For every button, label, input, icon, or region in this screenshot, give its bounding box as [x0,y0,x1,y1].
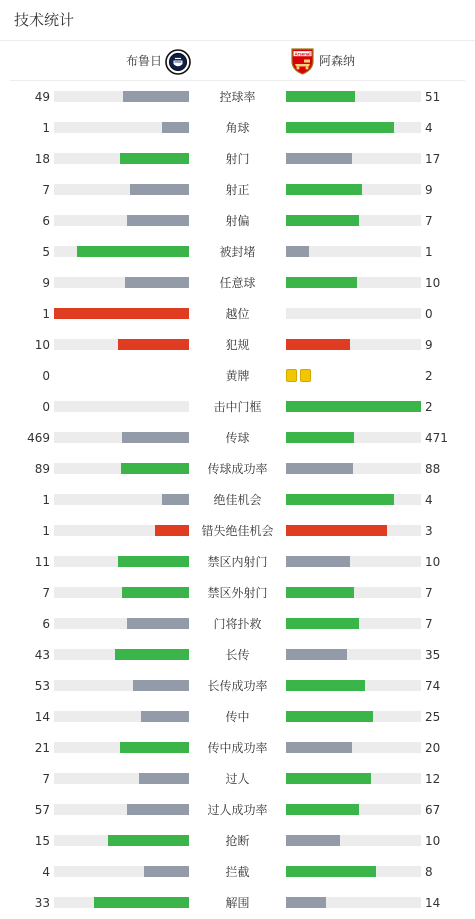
arsenal-crest-label: Arsenal [294,51,311,57]
yellow-cards [286,369,314,382]
home-value: 21 [34,741,50,755]
away-bar-fill [286,804,359,815]
home-value: 10 [34,338,50,352]
away-value: 35 [425,648,441,662]
away-value: 2 [425,400,433,414]
stat-row [0,577,475,608]
stat-label: 过人 [225,772,250,786]
home-value: 89 [34,462,50,476]
home-value: 1 [42,307,50,321]
away-bar-track [286,587,421,598]
away-bar-fill [286,897,326,908]
home-bar-track [54,277,189,288]
stat-row [0,887,475,918]
home-value: 11 [34,555,50,569]
home-bar-fill [120,742,189,753]
home-value: 43 [34,648,50,662]
stat-label: 错失绝佳机会 [201,524,274,538]
stat-row [0,825,475,856]
home-bar-fill [127,215,189,226]
home-bar-track [54,556,189,567]
stat-row [0,701,475,732]
away-bar-track [286,773,421,784]
away-bar-fill [286,494,394,505]
home-bar-track [54,246,189,257]
stat-row [0,360,475,391]
away-bar-fill [286,246,309,257]
stat-row [0,515,475,546]
away-value: 7 [425,617,433,631]
home-bar-track [54,184,189,195]
away-bar-track [286,494,421,505]
home-bar-track [54,897,189,908]
home-bar-fill [120,153,189,164]
stat-label: 射正 [225,183,250,197]
home-bar-track [54,587,189,598]
home-value: 7 [42,772,50,786]
away-value: 4 [425,493,433,507]
away-bar-track [286,153,421,164]
yellow-card-icon [300,369,311,382]
away-bar-track [286,649,421,660]
away-bar-fill [286,463,353,474]
away-bar-track [286,339,421,350]
club-brugge-crest-icon [165,49,191,75]
away-bar-fill [286,680,365,691]
home-bar-track [54,680,189,691]
away-bar-track [286,122,421,133]
away-bar-fill [286,587,354,598]
away-bar-fill [286,277,357,288]
away-value: 10 [425,555,441,569]
stat-row [0,732,475,763]
home-bar-fill [144,866,189,877]
stat-row [0,763,475,794]
home-bar-track [54,525,189,536]
away-bar-track [286,308,421,319]
home-value: 0 [42,400,50,414]
home-bar-track [54,308,189,319]
home-bar-fill [130,184,189,195]
stat-label: 击中门框 [213,400,262,414]
stat-label: 任意球 [219,276,256,290]
home-bar-track [54,494,189,505]
home-bar-fill [139,773,189,784]
stat-row [0,267,475,298]
home-value: 14 [34,710,50,724]
away-bar-track [286,618,421,629]
stat-row [0,639,475,670]
home-bar-fill [77,246,190,257]
stat-row [0,81,475,112]
away-value: 0 [425,307,433,321]
yellow-card-icon [286,369,297,382]
home-value: 6 [42,617,50,631]
away-bar-fill [286,215,359,226]
home-value: 15 [34,834,50,848]
stat-label: 长传成功率 [207,679,268,693]
home-bar-fill [141,711,189,722]
home-value: 53 [34,679,50,693]
home-value: 9 [42,276,50,290]
stat-label: 传中成功率 [207,741,268,755]
arsenal-crest-icon [289,47,316,75]
home-bar-track [54,804,189,815]
away-bar-track [286,897,421,908]
away-bar-track [286,742,421,753]
home-team-name: 布鲁日 [125,54,162,68]
away-value: 17 [425,152,441,166]
away-value: 8 [425,865,433,879]
away-bar-track [286,432,421,443]
stat-label: 传球成功率 [207,462,268,476]
stat-row [0,546,475,577]
home-bar-track [54,91,189,102]
home-bar-track [54,866,189,877]
home-bar-fill [123,91,189,102]
away-bar-fill [286,835,340,846]
home-bar-track [54,339,189,350]
away-bar-track [286,680,421,691]
home-value: 7 [42,586,50,600]
away-value: 12 [425,772,441,786]
stat-label: 控球率 [219,90,256,104]
stat-row [0,329,475,360]
stat-row [0,794,475,825]
away-bar-track [286,866,421,877]
home-value: 1 [42,121,50,135]
home-bar-fill [127,618,189,629]
stat-label: 解围 [225,896,250,910]
away-bar-track [286,835,421,846]
stat-row [0,205,475,236]
away-value: 10 [425,276,441,290]
away-value: 20 [425,741,441,755]
home-value: 469 [27,431,50,445]
home-bar-fill [133,680,189,691]
away-bar-track [286,277,421,288]
home-value: 0 [42,369,50,383]
away-bar-fill [286,339,350,350]
away-value: 471 [425,431,448,445]
stat-label: 抢断 [225,834,250,848]
home-bar-fill [122,432,189,443]
teams-header [0,47,475,77]
stat-label: 射门 [225,152,250,166]
away-bar-track [286,804,421,815]
away-bar-fill [286,649,347,660]
home-bar-fill [108,835,189,846]
stat-row [0,856,475,887]
away-value: 7 [425,214,433,228]
home-bar-track [54,618,189,629]
away-bar-track [286,246,421,257]
away-bar-track [286,525,421,536]
home-bar-track [54,215,189,226]
stat-label: 禁区外射门 [207,586,268,600]
away-bar-track [286,711,421,722]
away-bar-track [286,91,421,102]
away-bar-fill [286,153,352,164]
title-divider [0,40,475,41]
home-bar-track [54,122,189,133]
away-bar-fill [286,525,387,536]
home-bar-fill [118,556,189,567]
home-bar-fill [122,587,190,598]
home-bar-track [54,463,189,474]
stat-row [0,391,475,422]
stat-row [0,174,475,205]
away-value: 74 [425,679,441,693]
home-bar-fill [115,649,189,660]
home-value: 1 [42,524,50,538]
home-value: 4 [42,865,50,879]
away-bar-fill [286,742,352,753]
home-bar-track [54,835,189,846]
home-value: 33 [34,896,50,910]
away-value: 67 [425,803,441,817]
home-value: 5 [42,245,50,259]
stat-label: 犯规 [225,338,250,352]
home-bar-track [54,649,189,660]
away-value: 7 [425,586,433,600]
stat-row [0,112,475,143]
away-bar-fill [286,432,354,443]
away-bar-fill [286,184,362,195]
away-value: 51 [425,90,441,104]
home-bar-track [54,773,189,784]
away-bar-fill [286,866,376,877]
away-bar-track [286,463,421,474]
away-bar-track [286,184,421,195]
stat-row [0,453,475,484]
home-value: 49 [34,90,50,104]
away-value: 4 [425,121,433,135]
home-bar-track [54,711,189,722]
home-bar-track [54,432,189,443]
home-bar-fill [121,463,189,474]
away-team-name: 阿森纳 [319,54,356,68]
home-value: 6 [42,214,50,228]
stat-label: 越位 [225,307,250,321]
away-value: 9 [425,183,433,197]
home-value: 18 [34,152,50,166]
home-value: 7 [42,183,50,197]
away-value: 25 [425,710,441,724]
home-bar-track [54,401,189,412]
away-bar-fill [286,773,371,784]
stat-row [0,422,475,453]
away-value: 10 [425,834,441,848]
home-bar-fill [162,122,189,133]
home-bar-track [54,153,189,164]
away-bar-fill [286,401,421,412]
stat-label: 过人成功率 [207,803,268,817]
stat-label: 拦截 [225,865,250,879]
away-value: 14 [425,896,441,910]
stat-label: 黄牌 [225,369,250,383]
home-bar-fill [94,897,189,908]
stat-row [0,484,475,515]
away-bar-fill [286,618,359,629]
away-value: 88 [425,462,441,476]
home-bar-fill [118,339,189,350]
away-value: 9 [425,338,433,352]
away-bar-fill [286,122,394,133]
away-bar-fill [286,91,355,102]
stat-label: 角球 [225,121,250,135]
stats-list [0,81,475,918]
stat-label: 被封堵 [219,245,256,259]
home-bar-fill [125,277,189,288]
away-value: 2 [425,369,433,383]
home-value: 1 [42,493,50,507]
stat-label: 禁区内射门 [207,555,268,569]
home-value: 57 [34,803,50,817]
stat-row [0,608,475,639]
away-bar-track [286,401,421,412]
stat-row [0,298,475,329]
home-bar-fill [54,308,189,319]
away-bar-fill [286,556,350,567]
stat-label: 传中 [225,710,250,724]
stat-label: 传球 [225,431,250,445]
stat-row [0,143,475,174]
stat-row [0,670,475,701]
home-bar-fill [127,804,189,815]
away-bar-fill [286,711,373,722]
stat-label: 射偏 [225,214,250,228]
away-bar-track [286,215,421,226]
away-value: 3 [425,524,433,538]
home-bar-fill [155,525,189,536]
stat-label: 长传 [225,648,250,662]
stat-label: 绝佳机会 [213,493,262,507]
stat-label: 门将扑救 [213,617,262,631]
home-bar-track [54,742,189,753]
page-title: 技术统计 [14,11,75,29]
stat-row [0,236,475,267]
away-bar-track [286,556,421,567]
home-bar-fill [162,494,189,505]
away-value: 1 [425,245,433,259]
